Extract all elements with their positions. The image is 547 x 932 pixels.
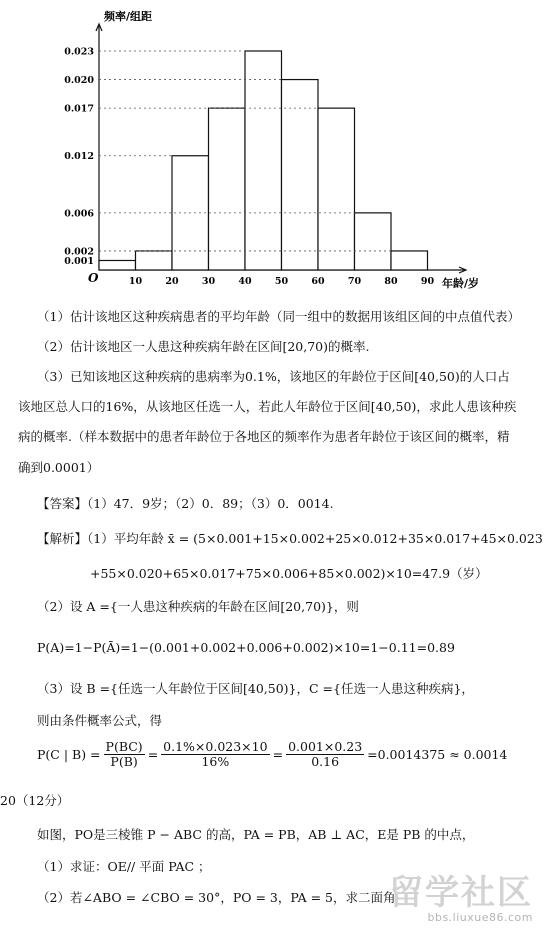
watermark-main: 留学社区 xyxy=(389,873,533,913)
histogram-bar xyxy=(99,260,136,270)
x-tick-label: 10 xyxy=(128,276,143,287)
x-axis-label: 年龄/岁 xyxy=(442,277,480,290)
y-tick-label: 0.002 xyxy=(64,246,94,258)
conditional-probability-formula xyxy=(37,740,507,769)
fraction-1 xyxy=(104,740,145,769)
x-tick-label: 60 xyxy=(311,276,325,287)
x-tick-label: 50 xyxy=(274,276,289,287)
y-tick-label: 0.023 xyxy=(64,46,94,58)
x-tick-label: 40 xyxy=(238,276,252,287)
y-tick-label: 0.006 xyxy=(64,208,94,220)
fraction-2-denominator: 16% xyxy=(201,754,230,769)
y-tick-label: 0.017 xyxy=(64,103,94,115)
histogram-bar xyxy=(355,213,392,270)
analysis-q2: （2）设 A ={一人患这种疾病的年龄在区间[20,70)}，则 xyxy=(37,599,359,614)
histogram-bar xyxy=(318,108,355,270)
question-3-line-1: （3）已知该地区这种疾病的患病率为0.1%，该地区的年龄位于区间[40,50)的人口占 xyxy=(37,369,510,384)
fraction-1-numerator: P(BC) xyxy=(105,739,143,754)
conditional-intro: 则由条件概率公式，得 xyxy=(37,713,163,728)
equals-sign-2: = xyxy=(272,747,284,762)
answer: 【答案】（1）47．9岁；（2）0．89；（3）0．0014. xyxy=(37,496,334,511)
fraction-2-numerator: 0.1%×0.023×10 xyxy=(163,739,268,754)
x-tick-label: 20 xyxy=(165,276,179,287)
histogram-bar xyxy=(391,251,428,270)
y-tick-label: 0.001 xyxy=(64,255,94,267)
x-tick-label: 70 xyxy=(347,276,362,287)
fraction-1-denominator: P(B) xyxy=(110,754,138,769)
question-1: （1）估计该地区这种疾病患者的平均年龄（同一组中的数据用该组区间的中点值代表） xyxy=(37,309,520,324)
fraction-3-numerator: 0.001×0.23 xyxy=(288,739,363,754)
x-tick-label: 30 xyxy=(201,276,216,287)
question-2: （2）估计该地区一人患这种疾病年龄在区间[20,70)的概率. xyxy=(37,339,370,354)
histogram-chart xyxy=(0,0,547,300)
question-20-line-2: （1）求证：OE// 平面 PAC ； xyxy=(37,859,211,874)
formula-lhs: P(C | B) = xyxy=(37,747,101,762)
chart-bars xyxy=(99,51,428,270)
y-tick-label: 0.012 xyxy=(64,151,94,163)
analysis-line-1: 【解析】（1）平均年龄 x̄ = (5×0.001+15×0.002+25×0.012+35×0.017+45×0.023 xyxy=(37,531,543,546)
watermark-url: bbs.liuxue86.com xyxy=(427,911,533,924)
question-3-line-4: 确到0.0001） xyxy=(18,460,100,475)
equals-sign: = xyxy=(147,747,159,762)
y-tick-label: 0.020 xyxy=(64,75,94,87)
histogram-bar xyxy=(209,108,246,270)
histogram-bar xyxy=(245,51,282,270)
formula-result: =0.0014375 ≈ 0.0014 xyxy=(367,747,508,762)
watermark-logo xyxy=(389,875,533,924)
y-axis-label: 频率/组距 xyxy=(104,10,153,23)
histogram-bar xyxy=(136,251,173,270)
question-3-line-2: 该地区总人口的16%，从该地区任选一人，若此人年龄位于区间[40,50)，求此人患该种疾 xyxy=(18,399,517,414)
question-20-title: 20（12分） xyxy=(0,793,70,808)
analysis-q3: （3）设 B ={任选一人年龄位于区间[40,50)}，C ={任选一人患这种疾病}， xyxy=(37,681,474,696)
x-tick-label: 90 xyxy=(420,276,435,287)
question-20-line-3: （2）若∠ABO = ∠CBO = 30°，PO = 3，PA = 5，求二面角 xyxy=(37,890,396,905)
question-20-line-1: 如图，PO是三棱锥 P − ABC 的高，PA = PB，AB ⊥ AC，E是 PB 的中点， xyxy=(37,827,475,842)
origin-label: O xyxy=(88,271,99,285)
question-3-line-3: 病的概率.（样本数据中的患者年龄位于各地区的频率作为患者年龄位于该区间的概率，精 xyxy=(18,429,510,444)
fraction-2 xyxy=(161,740,269,769)
analysis-line-2: +55×0.020+65×0.017+75×0.006+85×0.002)×10=47.9（岁） xyxy=(90,566,488,581)
fraction-3 xyxy=(286,740,364,769)
probability-a: P(A)=1−P(Ā)=1−(0.001+0.002+0.006+0.002)×10=1−0.11=0.89 xyxy=(37,640,455,655)
fraction-3-denominator: 0.16 xyxy=(311,754,340,769)
x-tick-label: 80 xyxy=(384,276,398,287)
